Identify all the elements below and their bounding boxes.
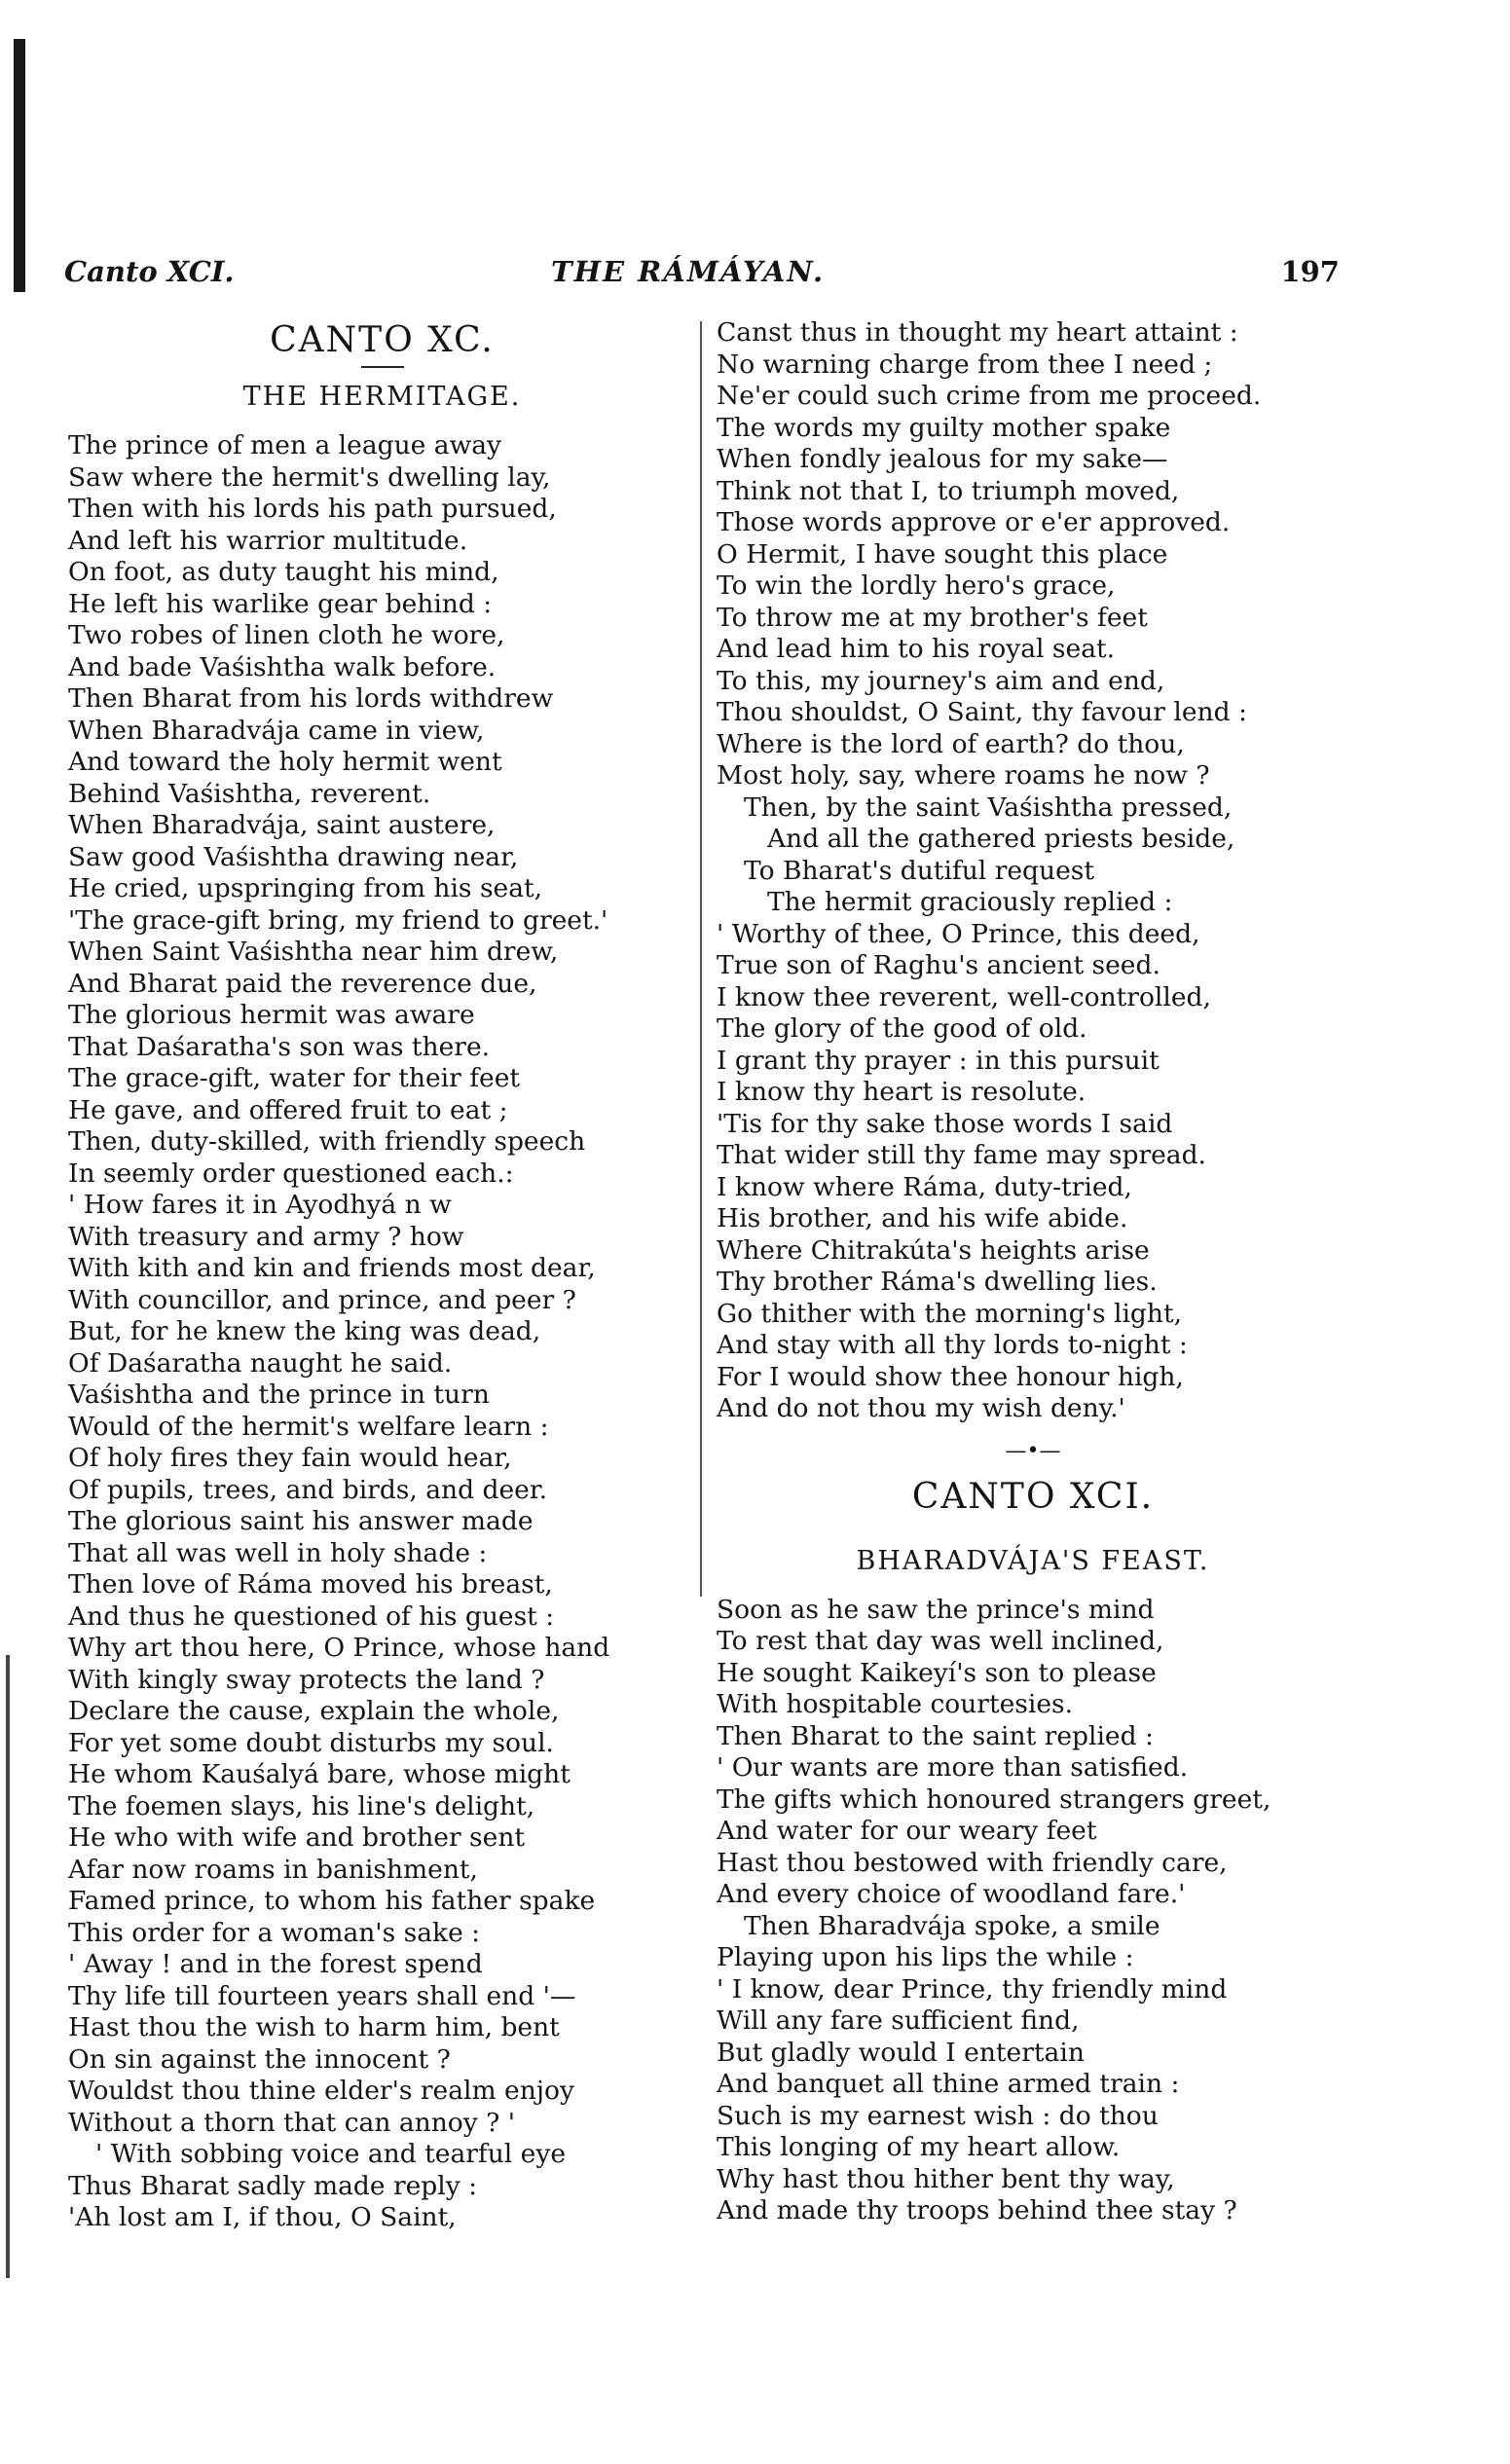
verse-line: Thy life till fourteen years shall end '— xyxy=(68,1980,576,2011)
canto-xc-subtitle: THE HERMITAGE. xyxy=(242,382,522,412)
verse-line: And bade Vaśishtha walk before. xyxy=(68,651,497,682)
verse-line: Hast thou bestowed with friendly care, xyxy=(717,1847,1228,1878)
verse-line: Why hast thou hither bent thy way, xyxy=(717,2163,1175,2194)
verse-line: Soon as he saw the prince's mind xyxy=(717,1594,1155,1625)
verse-line: But gladly would I entertain xyxy=(717,2037,1085,2068)
verse-line: ' Our wants are more than satisfied. xyxy=(717,1752,1189,1783)
verse-line: Go thither with the morning's light, xyxy=(717,1298,1183,1329)
verse-line: I know thee reverent, well-controlled, xyxy=(717,981,1211,1012)
verse-line: And toward the holy hermit went xyxy=(68,747,502,777)
verse-line: And left his warrior multitude. xyxy=(68,525,468,556)
verse-line: Thy brother Ráma's dwelling lies. xyxy=(717,1267,1158,1297)
verse-line: Saw where the hermit's dwelling lay, xyxy=(68,461,551,493)
section-ornament: —•— xyxy=(1005,1438,1061,1463)
verse-line: The grace-gift, water for their feet xyxy=(68,1063,521,1093)
verse-line: When Saint Vaśishtha near him drew, xyxy=(68,937,559,967)
verse-line: O Hermit, I have sought this place xyxy=(717,538,1168,570)
verse-line: Behind Vaśishtha, reverent. xyxy=(68,778,431,809)
verse-line: But, for he knew the king was dead, xyxy=(68,1316,541,1346)
verse-line: With kingly sway protects the land ? xyxy=(68,1664,545,1695)
verse-line: 'Tis for thy sake those words I said xyxy=(717,1108,1173,1139)
verse-line: ' Worthy of thee, O Prince, this deed, xyxy=(717,918,1200,949)
title-rule xyxy=(361,366,404,368)
verse-line: He who with wife and brother sent xyxy=(68,1822,526,1853)
verse-line: Think not that I, to triumph moved, xyxy=(717,475,1180,506)
verse-line: The words my guilty mother spake xyxy=(717,412,1171,443)
verse-line: Of Daśaratha naught he said. xyxy=(68,1347,453,1379)
verse-line: Then Bharadvája spoke, a smile xyxy=(744,1910,1160,1941)
verse-line: On sin against the innocent ? xyxy=(68,2043,451,2075)
verse-line: Playing upon his lips the while : xyxy=(717,1942,1134,1972)
verse-line: This longing of my heart allow. xyxy=(717,2132,1121,2162)
verse-line: To this, my journey's aim and end, xyxy=(717,665,1165,696)
verse-line: For I would show thee honour high, xyxy=(717,1361,1184,1392)
header-book-title: THE RÁMÁYAN. xyxy=(551,255,826,288)
verse-line: And all the gathered priests beside, xyxy=(767,824,1235,854)
verse-line: Those words approve or e'er approved. xyxy=(717,507,1231,537)
verse-line: I know where Ráma, duty-tried, xyxy=(717,1171,1132,1202)
canto-xci-verse xyxy=(717,1595,1349,2227)
verse-line: ' Away ! and in the forest spend xyxy=(68,1949,483,1979)
verse-line: To Bharat's dutiful request xyxy=(744,855,1095,886)
verse-line: That wider still thy fame may spread. xyxy=(717,1140,1206,1170)
verse-line: And every choice of woodland fare.' xyxy=(717,1879,1186,1909)
verse-line: ' With sobbing voice and tearful eye xyxy=(95,2139,567,2169)
verse-line: Declare the cause, explain the whole, xyxy=(68,1696,560,1726)
verse-line: With hospitable courtesies. xyxy=(717,1689,1074,1719)
verse-line: He sought Kaikeyí's son to please xyxy=(717,1657,1157,1688)
verse-line: Then Bharat to the saint replied : xyxy=(717,1720,1154,1751)
verse-line: Then with his lords his path pursued, xyxy=(68,494,557,524)
verse-line: And do not thou my wish deny.' xyxy=(717,1393,1125,1423)
verse-line: Wouldst thou thine elder's realm enjoy xyxy=(68,2076,574,2106)
verse-line: Such is my earnest wish : do thou xyxy=(717,2100,1159,2131)
verse-line: Where is the lord of earth? do thou, xyxy=(717,728,1185,759)
verse-line: Thus Bharat sadly made reply : xyxy=(68,2170,478,2201)
verse-line: In seemly order questioned each.: xyxy=(68,1158,514,1189)
column-divider xyxy=(700,321,702,1597)
verse-line: Ne'er could such crime from me proceed. xyxy=(717,381,1262,411)
verse-line: And made thy troops behind thee stay ? xyxy=(717,2195,1237,2225)
verse-line: To rest that day was well inclined, xyxy=(717,1626,1164,1656)
verse-line: When Bharadvája, saint austere, xyxy=(68,810,496,840)
verse-line: ' I know, dear Prince, thy friendly mind xyxy=(717,1973,1228,2004)
verse-line: When fondly jealous for my sake— xyxy=(717,444,1168,474)
verse-line: And water for our weary feet xyxy=(717,1816,1097,1846)
verse-line: And stay with all thy lords to-night : xyxy=(717,1330,1188,1360)
verse-line: 'Ah lost am I, if thou, O Saint, xyxy=(68,2202,457,2232)
verse-line: Most holy, say, where roams he now ? xyxy=(717,760,1210,791)
verse-line: Thou shouldst, O Saint, thy favour lend : xyxy=(717,697,1247,727)
verse-line: I grant thy prayer : in this pursuit xyxy=(717,1045,1160,1076)
verse-line: Where Chitrakúta's heights arise xyxy=(717,1234,1150,1266)
verse-line: With kith and kin and friends most dear, xyxy=(68,1253,596,1283)
verse-line: Without a thorn that can annoy ? ' xyxy=(68,2107,516,2138)
canto-xc-title: CANTO XC. xyxy=(270,320,495,360)
verse-line: And thus he questioned of his guest : xyxy=(68,1600,555,1632)
verse-line: The glorious saint his answer made xyxy=(68,1506,534,1536)
verse-line: True son of Raghu's ancient seed. xyxy=(717,950,1160,980)
verse-line: Of holy fires they fain would hear, xyxy=(68,1443,512,1473)
verse-line: Saw good Vaśishtha drawing near, xyxy=(68,841,519,872)
verse-line: To win the lordly hero's grace, xyxy=(717,570,1116,601)
canto-xc-verse-right xyxy=(717,317,1349,1425)
verse-line: The glorious hermit was aware xyxy=(68,1000,475,1030)
verse-line: The gifts which honoured strangers greet, xyxy=(717,1784,1271,1815)
verse-line: And banquet all thine armed train : xyxy=(717,2069,1180,2099)
verse-line: 'The grace-gift bring, my friend to greet.' xyxy=(68,904,608,936)
canto-xci-title: CANTO XCI. xyxy=(911,1476,1155,1517)
verse-line: Of pupils, trees, and birds, and deer. xyxy=(68,1474,548,1505)
verse-line: His brother, and his wife abide. xyxy=(717,1203,1128,1233)
verse-line: Would of the hermit's welfare learn : xyxy=(68,1411,549,1442)
binding-edge xyxy=(14,39,25,292)
verse-line: Vaśishtha and the prince in turn xyxy=(68,1379,490,1410)
verse-line: With councillor, and prince, and peer ? xyxy=(68,1284,576,1315)
verse-line: He left his warlike gear behind : xyxy=(68,588,493,619)
verse-line: When Bharadvája came in view, xyxy=(68,715,485,746)
verse-line: The glory of the good of old. xyxy=(717,1013,1087,1044)
right-column xyxy=(717,317,1349,2227)
verse-line: The hermit graciously replied : xyxy=(767,887,1173,917)
verse-line: With treasury and army ? how xyxy=(68,1221,464,1252)
verse-line: Hast thou the wish to harm him, bent xyxy=(68,2012,560,2042)
verse-line: Then, duty-skilled, with friendly speech xyxy=(68,1126,586,1157)
canto-xc-verse-left xyxy=(68,430,696,2234)
running-header xyxy=(64,255,1340,298)
verse-line: The foemen slays, his line's delight, xyxy=(68,1790,535,1821)
verse-line: Two robes of linen cloth he wore, xyxy=(68,620,505,650)
verse-line: Then love of Ráma moved his breast, xyxy=(68,1569,553,1600)
verse-line: That Daśaratha's son was there. xyxy=(68,1031,491,1062)
verse-line: To throw me at my brother's feet xyxy=(717,602,1148,633)
verse-line: That all was well in holy shade : xyxy=(68,1537,488,1568)
verse-line: No warning charge from thee I need ; xyxy=(717,349,1213,380)
verse-line: Then, by the saint Vaśishtha pressed, xyxy=(744,791,1233,823)
verse-line: Afar now roams in banishment, xyxy=(68,1854,478,1885)
binding-shadow xyxy=(6,1655,10,2278)
verse-line: Famed prince, to whom his father spake xyxy=(68,1886,596,1916)
left-column xyxy=(68,317,696,2234)
page-number: 197 xyxy=(1280,255,1340,288)
verse-line: He cried, upspringing from his seat, xyxy=(68,873,543,903)
verse-line: ' How fares it in Ayodhyá n w xyxy=(68,1190,452,1220)
verse-line: He gave, and offered fruit to eat ; xyxy=(68,1094,508,1125)
canto-xci-subtitle: BHARADVÁJA'S FEAST. xyxy=(856,1545,1210,1576)
verse-line: This order for a woman's sake : xyxy=(68,1917,481,1948)
verse-line: Canst thus in thought my heart attaint : xyxy=(717,317,1238,348)
verse-line: He whom Kauśalyá bare, whose might xyxy=(68,1759,571,1789)
verse-line: The prince of men a league away xyxy=(68,430,502,460)
header-canto: Canto XCI. xyxy=(64,255,235,288)
verse-line: I know thy heart is resolute. xyxy=(717,1077,1086,1107)
verse-line: And Bharat paid the reverence due, xyxy=(68,968,537,999)
verse-line: On foot, as duty taught his mind, xyxy=(68,557,499,587)
verse-line: For yet some doubt disturbs my soul. xyxy=(68,1727,554,1758)
verse-line: Why art thou here, O Prince, whose hand xyxy=(68,1633,610,1663)
verse-line: Will any fare sufficient find, xyxy=(717,2005,1080,2036)
verse-line: And lead him to his royal seat. xyxy=(717,634,1116,664)
verse-line: Then Bharat from his lords withdrew xyxy=(68,683,554,714)
